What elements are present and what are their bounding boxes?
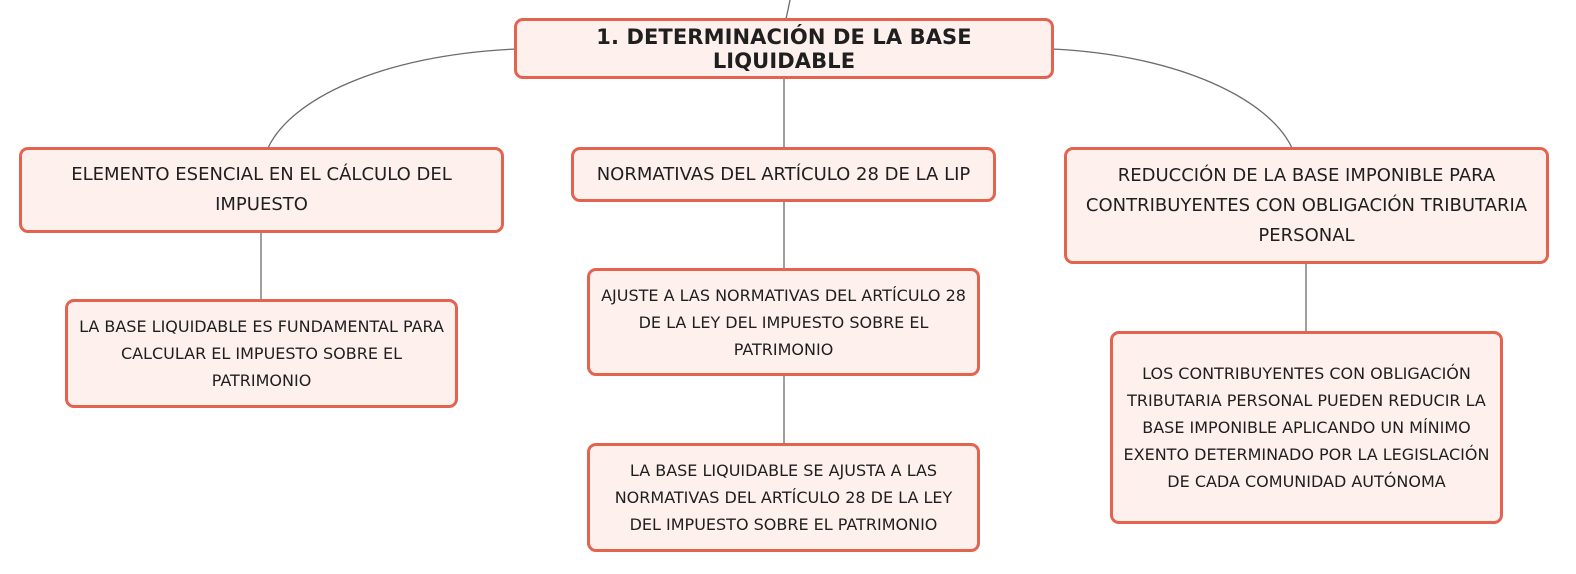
leaf-node-label: LOS CONTRIBUYENTES CON OBLIGACIÓN TRIBUTARIA PERSONAL PUEDEN REDUCIR LA BASE IMPONIBLE APLICANDO UN MÍNIMO EXENTO DETERMINADO POR LA LEGISLACIÓN DE CADA COMUNIDAD AUTÓNOMA [1123, 364, 1490, 491]
root-node-label: 1. DETERMINACIÓN DE LA BASE LIQUIDABLE [596, 24, 972, 73]
branch-node-normativas-articulo-28[interactable] [571, 147, 996, 202]
connector-root-to-branch-3 [1052, 49, 1292, 148]
branch-node-elemento-esencial[interactable] [19, 147, 504, 233]
leaf-node-contribuyentes-minimo-exento[interactable] [1110, 331, 1503, 524]
branch-node-reduccion-base-imponible[interactable] [1064, 147, 1549, 264]
leaf-node-label: AJUSTE A LAS NORMATIVAS DEL ARTÍCULO 28 DE LA LEY DEL IMPUESTO SOBRE EL PATRIMONIO [601, 285, 966, 359]
connector-root-to-branch-1 [268, 49, 516, 148]
leaf-node-ajuste-normativas[interactable] [587, 268, 980, 376]
connector-incoming-to-root [786, 0, 790, 19]
branch-node-label: NORMATIVAS DEL ARTÍCULO 28 DE LA LIP [596, 163, 971, 185]
branch-node-label: REDUCCIÓN DE LA BASE IMPONIBLE PARA CONTRIBUYENTES CON OBLIGACIÓN TRIBUTARIA PERSONAL [1085, 164, 1528, 246]
leaf-node-base-liquidable-fundamental[interactable] [65, 299, 458, 408]
leaf-node-base-liquidable-se-ajusta[interactable] [587, 443, 980, 552]
leaf-node-label: LA BASE LIQUIDABLE ES FUNDAMENTAL PARA CALCULAR EL IMPUESTO SOBRE EL PATRIMONIO [79, 317, 444, 390]
leaf-node-label: LA BASE LIQUIDABLE SE AJUSTA A LAS NORMATIVAS DEL ARTÍCULO 28 DE LA LEY DEL IMPUESTO SOBRE EL PATRIMONIO [614, 461, 953, 534]
root-node[interactable] [514, 18, 1054, 79]
branch-node-label: ELEMENTO ESENCIAL EN EL CÁLCULO DEL IMPUESTO [71, 164, 452, 215]
